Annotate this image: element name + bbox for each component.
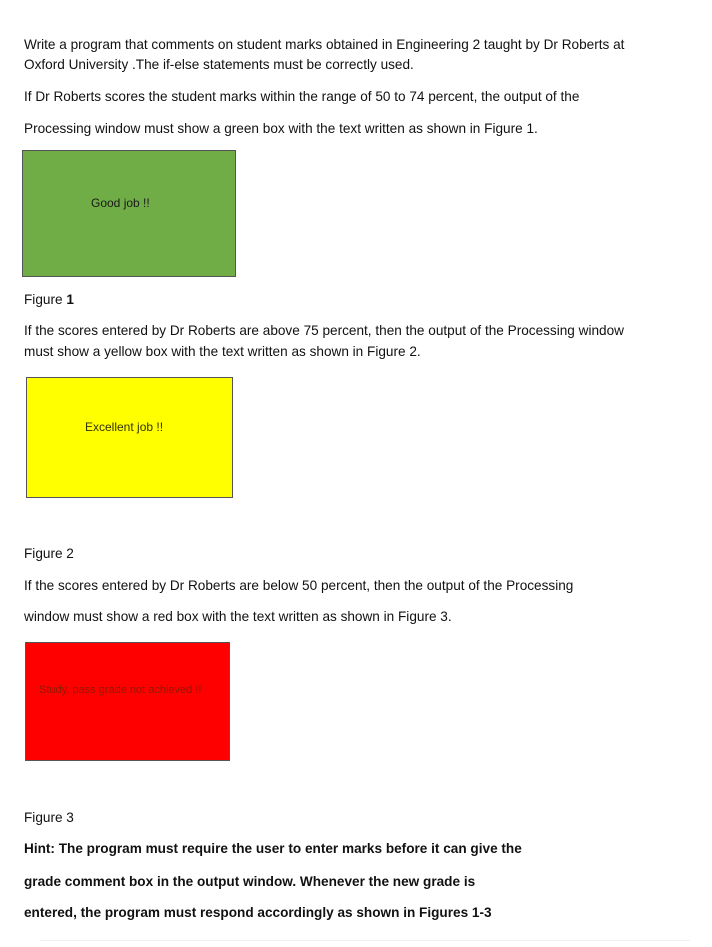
- paragraph-green-line-2: Processing window must show a green box with the text written as shown in Figure 1.: [24, 121, 538, 136]
- paragraph-yellow-line-1: If the scores entered by Dr Roberts are above 75 percent, then the output of the Processing window: [24, 323, 624, 338]
- intro-line-2: Oxford University .The if-else statements must be correctly used.: [24, 57, 414, 72]
- paragraph-red-line-2: window must show a red box with the text written as shown in Figure 3.: [24, 609, 452, 624]
- hint-line-3: entered, the program must respond accordingly as shown in Figures 1-3: [24, 905, 492, 920]
- page-bottom-divider: [40, 940, 690, 941]
- paragraph-green-line-1: If Dr Roberts scores the student marks within the range of 50 to 74 percent, the output of the: [24, 89, 580, 104]
- intro-line-1: Write a program that comments on student marks obtained in Engineering 2 taught by Dr Roberts at: [24, 37, 625, 52]
- figure-3-box-text: Study, pass grade not achieved !!: [39, 684, 202, 696]
- figure-1-label-prefix: Figure: [24, 292, 67, 307]
- paragraph-yellow-line-2: must show a yellow box with the text written as shown in Figure 2.: [24, 344, 421, 359]
- figure-2-label: Figure 2: [24, 546, 74, 561]
- figure-1-label: [24, 291, 74, 309]
- figure-3-label: Figure 3: [24, 810, 74, 825]
- hint-line-1: Hint: The program must require the user to enter marks before it can give the: [24, 841, 522, 856]
- hint-line-2: grade comment box in the output window. Whenever the new grade is: [24, 874, 476, 889]
- figure-1-box-text: Good job !!: [91, 196, 150, 210]
- paragraph-red-line-1: If the scores entered by Dr Roberts are below 50 percent, then the output of the Processing: [24, 578, 574, 593]
- figure-3-red-box: [25, 642, 230, 761]
- figure-2-box-text: Excellent job !!: [85, 420, 164, 434]
- figure-1-label-number: 1: [66, 292, 74, 307]
- figure-1-green-box: [22, 150, 236, 277]
- figure-2-yellow-box: [26, 377, 233, 498]
